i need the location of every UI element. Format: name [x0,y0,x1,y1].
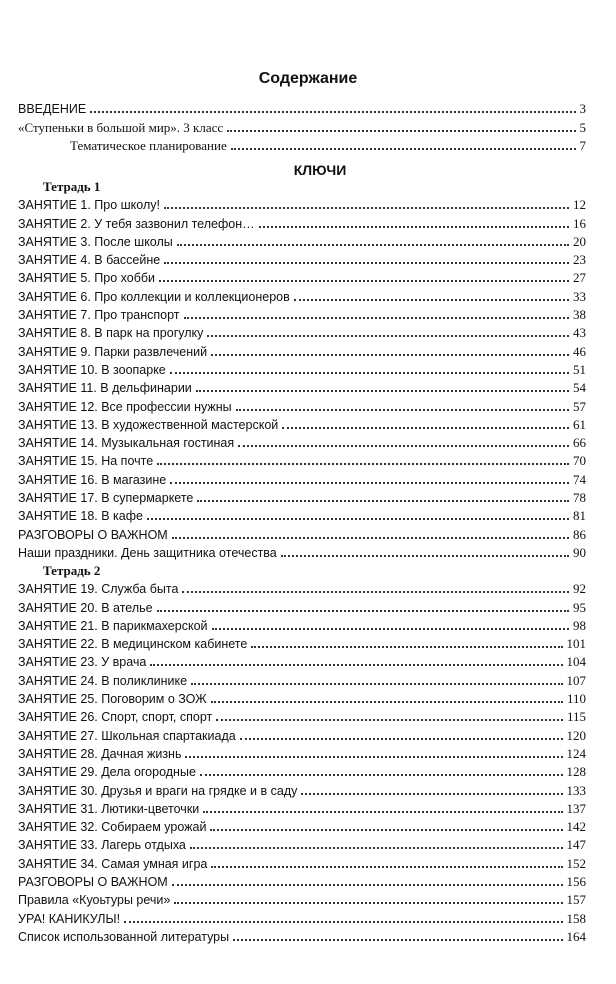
toc-entry-label: ЗАНЯТИЕ 6. Про коллекции и коллекционеров [18,289,290,304]
toc-entry[interactable] [18,506,586,524]
toc-entry-label: ЗАНЯТИЕ 31. Лютики-цветочки [18,801,200,816]
notebook2-list [18,579,586,945]
toc-entry[interactable] [18,341,586,359]
toc-entry[interactable] [18,670,586,688]
toc-entry-page: 20 [573,233,586,249]
toc-entry-label: ЗАНЯТИЕ 24. В поликлинике [18,673,188,688]
toc-entry-page: 164 [566,928,586,944]
dot-leader [236,409,569,411]
dot-leader [124,921,562,923]
dot-leader [301,793,562,795]
toc-entry-page: 70 [573,453,586,469]
toc-entry-page: 157 [566,892,586,908]
toc-entry[interactable] [18,195,586,213]
toc-entry-page: 5 [579,119,586,135]
dot-leader [294,299,569,301]
toc-entry-page: 61 [573,416,586,432]
toc-entry-label: ЗАНЯТИЕ 23. У врача [18,655,147,670]
toc-entry-label: ЗАНЯТИЕ 1. Про школу! [18,198,160,213]
dot-leader [282,427,569,429]
toc-entry-page: 81 [573,508,586,524]
dot-leader [211,866,562,868]
toc-entry[interactable] [18,117,586,135]
toc-entry-label: Наши праздники. День защитника отечества [18,545,277,560]
page-title: Содержание [258,70,358,87]
toc-entry-label: ЗАНЯТИЕ 20. В ателье [18,600,153,615]
toc-entry[interactable] [18,488,586,506]
toc-entry-label: ЗАНЯТИЕ 3. После школы [18,234,173,249]
toc-entry-label: ЗАНЯТИЕ 15. На почте [18,454,154,469]
toc-entry[interactable] [18,780,586,798]
toc-entry-label: Правила «Куоьтуры речи» [18,893,171,908]
toc-entry-label: ЗАНЯТИЕ 2. У тебя зазвонил телефон… [18,216,255,231]
dot-leader [251,646,562,648]
toc-entry-page: 124 [566,745,586,761]
dot-leader [190,847,563,849]
dot-leader [196,390,569,392]
dot-leader [185,756,562,758]
dot-leader [211,701,563,703]
toc-entry-label: ЗАНЯТИЕ 27. Школьная спартакиада [18,728,236,743]
dot-leader [172,884,563,886]
toc-entry-page: 38 [573,307,586,323]
dot-leader [210,829,562,831]
toc-entry-page: 12 [573,197,586,213]
toc-entry-label: ЗАНЯТИЕ 19. Служба быта [18,582,179,597]
toc-entry-page: 137 [566,800,586,816]
toc-entry[interactable] [18,323,586,341]
toc-entry-page: 57 [573,398,586,414]
toc-entry[interactable] [18,652,586,670]
toc-entry[interactable] [18,853,586,871]
dot-leader [203,811,562,813]
toc-entry[interactable] [18,396,586,414]
toc-entry-page: 95 [573,599,586,615]
dot-leader [172,537,569,539]
toc-entry[interactable] [18,469,586,487]
toc-entry-label: ЗАНЯТИЕ 21. В парикмахерской [18,618,208,633]
toc-entry-page: 115 [566,709,586,725]
toc-entry[interactable] [18,817,586,835]
toc-entry[interactable] [18,250,586,268]
toc-entry-page: 147 [566,837,586,853]
toc-entry-page: 3 [579,101,586,117]
intro-list [18,99,586,154]
toc-entry-page: 27 [573,270,586,286]
notebook2-heading: Тетрадь 2 [43,563,101,578]
toc-entry-label: Тематическое планирование [70,137,227,153]
notebook1-heading: Тетрадь 1 [43,179,101,194]
toc-entry-label: ЗАНЯТИЕ 14. Музыкальная гостиная [18,436,235,451]
toc-entry-label: ЗАНЯТИЕ 34. Самая умная игра [18,856,208,871]
toc-entry-label: ЗАНЯТИЕ 5. Про хобби [18,271,155,286]
toc-entry-page: 101 [566,636,586,652]
toc-entry[interactable] [18,707,586,725]
toc-entry[interactable] [18,451,586,469]
toc-entry[interactable] [18,872,586,890]
toc-entry-page: 23 [573,252,586,268]
toc-entry[interactable] [18,908,586,926]
toc-entry-label: РАЗГОВОРЫ О ВАЖНОМ [18,527,168,542]
toc-entry[interactable] [18,634,586,652]
toc-entry[interactable] [18,268,586,286]
toc-entry-label: ЗАНЯТИЕ 4. В бассейне [18,253,161,268]
toc-entry-label: ЗАНЯТИЕ 9. Парки развлечений [18,344,208,359]
toc-entry-label: ЗАНЯТИЕ 17. В супермаркете [18,491,194,506]
toc-entry-page: 51 [573,361,586,377]
dot-leader [184,317,569,319]
notebook1-list [18,195,586,561]
dot-leader [281,555,569,557]
toc-entry-page: 90 [573,544,586,560]
dot-leader [157,463,569,465]
toc-entry[interactable] [18,286,586,304]
toc-entry-page: 78 [573,490,586,506]
toc-entry-label: ЗАНЯТИЕ 7. Про транспорт [18,308,180,323]
dot-leader [227,130,575,132]
toc-entry[interactable] [18,360,586,378]
toc-entry-page: 33 [573,288,586,304]
toc-entry[interactable] [18,597,586,615]
toc-entry-page: 66 [573,435,586,451]
dot-leader [150,664,562,666]
toc-entry[interactable] [18,835,586,853]
toc-entry[interactable] [18,136,586,154]
toc-entry[interactable] [18,890,586,908]
dot-leader [191,683,562,685]
toc-entry-page: 152 [566,855,586,871]
toc-entry-label: ЗАНЯТИЕ 28. Дачная жизнь [18,746,182,761]
keys-section-title: КЛЮЧИ [293,162,347,178]
toc-entry-label: ЗАНЯТИЕ 25. Поговорим о ЗОЖ [18,692,207,707]
toc-entry-page: 120 [566,727,586,743]
toc-entry[interactable] [18,579,586,597]
toc-entry-label: «Ступеньки в большой мир». 3 класс [18,119,224,135]
toc-entry[interactable] [18,232,586,250]
dot-leader [233,939,562,941]
dot-leader [174,902,562,904]
dot-leader [200,774,563,776]
toc-entry[interactable] [18,543,586,561]
toc-entry-page: 98 [573,617,586,633]
toc-entry-label: ЗАНЯТИЕ 11. В дельфинарии [18,381,192,396]
toc-entry-page: 110 [566,691,586,707]
toc-entry-label: ЗАНЯТИЕ 33. Лагерь отдыха [18,838,186,853]
toc-entry-label: ВВЕДЕНИЕ [18,102,87,117]
toc-entry[interactable] [18,762,586,780]
toc-entry-label: Список использованной литературы [18,929,230,944]
toc-entry-page: 54 [573,380,586,396]
toc-entry-label: ЗАНЯТИЕ 18. В кафе [18,509,143,524]
toc-entry-label: ЗАНЯТИЕ 8. В парк на прогулку [18,326,204,341]
toc-entry[interactable] [18,99,586,117]
toc-entry-label: ЗАНЯТИЕ 22. В медицинском кабинете [18,637,248,652]
dot-leader [240,738,563,740]
dot-leader [216,719,563,721]
toc-entry[interactable] [18,616,586,634]
dot-leader [197,500,569,502]
toc-entry-label: ЗАНЯТИЕ 30. Друзья и враги на грядке и в саду [18,783,298,798]
dot-leader [159,280,569,282]
dot-leader [90,111,575,113]
toc-entry[interactable] [18,524,586,542]
dot-leader [147,518,569,520]
toc-entry-label: ЗАНЯТИЕ 13. В художественной мастерской [18,417,279,432]
toc-entry-page: 46 [573,343,586,359]
toc-entry-page: 74 [573,471,586,487]
toc-entry[interactable] [18,725,586,743]
dot-leader [177,244,569,246]
toc-entry-page: 16 [573,215,586,231]
toc-entry[interactable] [18,378,586,396]
toc-entry-page: 133 [566,782,586,798]
dot-leader [164,262,569,264]
toc-entry[interactable] [18,689,586,707]
toc-entry[interactable] [18,305,586,323]
toc-entry-label: ЗАНЯТИЕ 29. Дела огородные [18,765,196,780]
toc-entry-label: ЗАНЯТИЕ 10. В зоопарке [18,362,166,377]
toc-entry-page: 128 [566,764,586,780]
dot-leader [170,482,569,484]
dot-leader [170,372,569,374]
dot-leader [211,354,569,356]
dot-leader [182,591,569,593]
toc-entry-label: ЗАНЯТИЕ 16. В магазине [18,472,167,487]
dot-leader [207,335,569,337]
dot-leader [157,610,569,612]
toc-entry-page: 142 [566,819,586,835]
toc-entry-label: УРА! КАНИКУЛЫ! [18,911,121,926]
toc-entry-page: 7 [579,137,586,153]
toc-entry[interactable] [18,433,586,451]
toc-entry-page: 104 [566,654,586,670]
toc-entry[interactable] [18,415,586,433]
dot-leader [164,207,569,209]
toc-entry-page: 92 [573,581,586,597]
dot-leader [259,226,569,228]
toc-entry-page: 43 [573,325,586,341]
dot-leader [212,628,569,630]
toc-entry-page: 158 [566,910,586,926]
toc-entry[interactable] [18,927,586,945]
toc-entry-label: РАЗГОВОРЫ О ВАЖНОМ [18,875,168,890]
toc-entry-label: ЗАНЯТИЕ 26. Спорт, спорт, спорт [18,710,213,725]
toc-entry-page: 86 [573,526,586,542]
dot-leader [238,445,569,447]
toc-entry-label: ЗАНЯТИЕ 12. Все профессии нужны [18,399,232,414]
toc-entry-label: ЗАНЯТИЕ 32. Собираем урожай [18,820,207,835]
toc-entry[interactable] [18,799,586,817]
toc-entry-page: 156 [566,874,586,890]
toc-entry[interactable] [18,213,586,231]
dot-leader [231,148,576,150]
toc-entry-page: 107 [566,672,586,688]
toc-entry[interactable] [18,744,586,762]
